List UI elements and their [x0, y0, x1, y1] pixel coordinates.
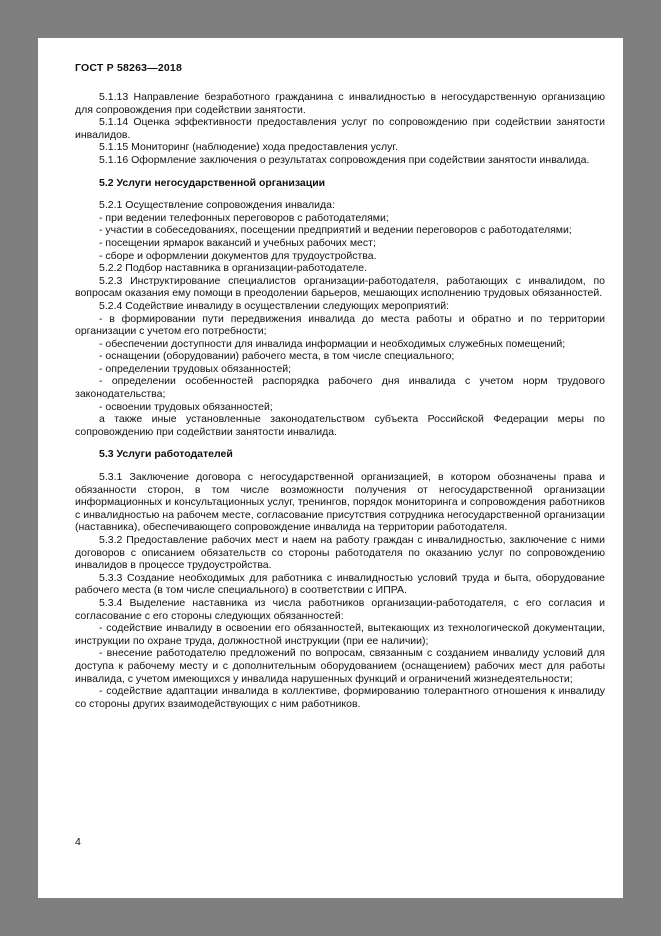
paragraph: 5.3.4 Выделение наставника из числа работников организации-работодателя, с его согласия и согласование с его стороны следующих обязанностей:	[75, 596, 605, 622]
paragraph: 5.2.3 Инструктирование специалистов организации-работодателя, работающих с инвалидом, по вопросам оказания ему помощи в преодолении барьеров, мешающих исполнению трудовых обязанностей.	[75, 274, 605, 300]
paragraph: - содействие инвалиду в освоении его обязанностей, вытекающих из технологической документации, инструкции по охране труда, должностной инструкции (при ее наличии);	[75, 622, 605, 647]
paragraph: 5.2.2 Подбор наставника в организации-работодателе.	[99, 262, 367, 275]
paragraph: - оснащении (оборудовании) рабочего места, в том числе специального;	[99, 350, 455, 363]
paragraph: 5.3.3 Создание необходимых для работника с инвалидностью условий труда и быта, оборудование рабочего места (в том числе специального) в соответствии с ИПРА.	[75, 571, 605, 597]
paragraph: - содействие адаптации инвалида в коллективе, формированию толерантного отношения к инвалиду со стороны других взаимодействующих с ним работников.	[75, 685, 605, 710]
paragraph: 5.2.4 Содействие инвалиду в осуществлении следующих мероприятий:	[99, 299, 449, 312]
paragraph: а также иные установленные законодательством субъекта Российской Федерации меры по сопровождению при содействии занятости инвалида.	[75, 413, 605, 438]
paragraph: - посещении ярмарок вакансий и учебных рабочих мест;	[99, 236, 376, 249]
paragraph: 5.3.2 Предоставление рабочих мест и наем на работу граждан с инвалидностью, заключение с ними договоров с описанием обязательств со стороны работодателя по оказанию услуг по сопровождению инвалидов в процессе трудоустройства.	[75, 534, 605, 572]
page-number: 4	[75, 836, 81, 848]
paragraph: - внесение работодателю предложений по вопросам, связанным с созданием инвалиду условий для доступа к рабочему месту и с дополнительным оборудованием (оснащением) рабочих мест для работы инвалида, с учетом имеющихся у инвалида нарушенных функций и ограничений жизнедеятельности;	[75, 647, 605, 685]
paragraph: - в формировании пути передвижения инвалида до места работы и обратно и по территории организации с учетом его потребности;	[75, 312, 605, 338]
paragraph: - сборе и оформлении документов для трудоустройства.	[99, 249, 377, 262]
section-heading: 5.3 Услуги работодателей	[99, 448, 233, 461]
document-body	[75, 91, 605, 710]
paragraph: 5.3.1 Заключение договора с негосударственной организацией, в котором обозначены права и обязанности сторон, в том числе возможности получения от негосударственной организации информационных и консультационных услуг, тренингов, порядок мониторинга и сопровождения работников с инвалидностью на рабочем месте, согласование присутствия сотрудника негосударственной организации (наставника), обеспечивающего сопровождение инвалида на территории работодателя.	[75, 471, 605, 534]
paragraph: - освоении трудовых обязанностей;	[99, 400, 273, 413]
paragraph: - обеспечении доступности для инвалида информации и необходимых служебных помещений;	[99, 337, 566, 350]
paragraph: - участии в собеседованиях, посещении предприятий и ведении переговоров с работодателями;	[99, 224, 572, 237]
document-page	[38, 38, 623, 898]
page-content-area	[75, 62, 605, 710]
paragraph: 5.1.14 Оценка эффективности предоставления услуг по сопровождению при содействии занятости инвалидов.	[75, 116, 605, 141]
paragraph: - определении трудовых обязанностей;	[99, 362, 292, 375]
paragraph: - определении особенностей распорядка рабочего дня инвалида с учетом норм трудового законодательства;	[75, 375, 605, 401]
paragraph: 5.1.15 Мониторинг (наблюдение) хода предоставления услуг.	[99, 141, 398, 154]
paragraph: 5.2.1 Осуществление сопровождения инвалида:	[99, 199, 335, 212]
paragraph: 5.1.13 Направление безработного гражданина с инвалидностью в негосударственную организацию для сопровождения при содействии занятости.	[75, 91, 605, 116]
document-number-header: ГОСТ Р 58263—2018	[75, 62, 183, 74]
paragraph: 5.1.16 Оформление заключения о результатах сопровождения при содействии занятости инвалида.	[99, 153, 590, 166]
paragraph: - при ведении телефонных переговоров с работодателями;	[99, 211, 389, 224]
section-heading: 5.2 Услуги негосударственной организации	[99, 176, 326, 189]
